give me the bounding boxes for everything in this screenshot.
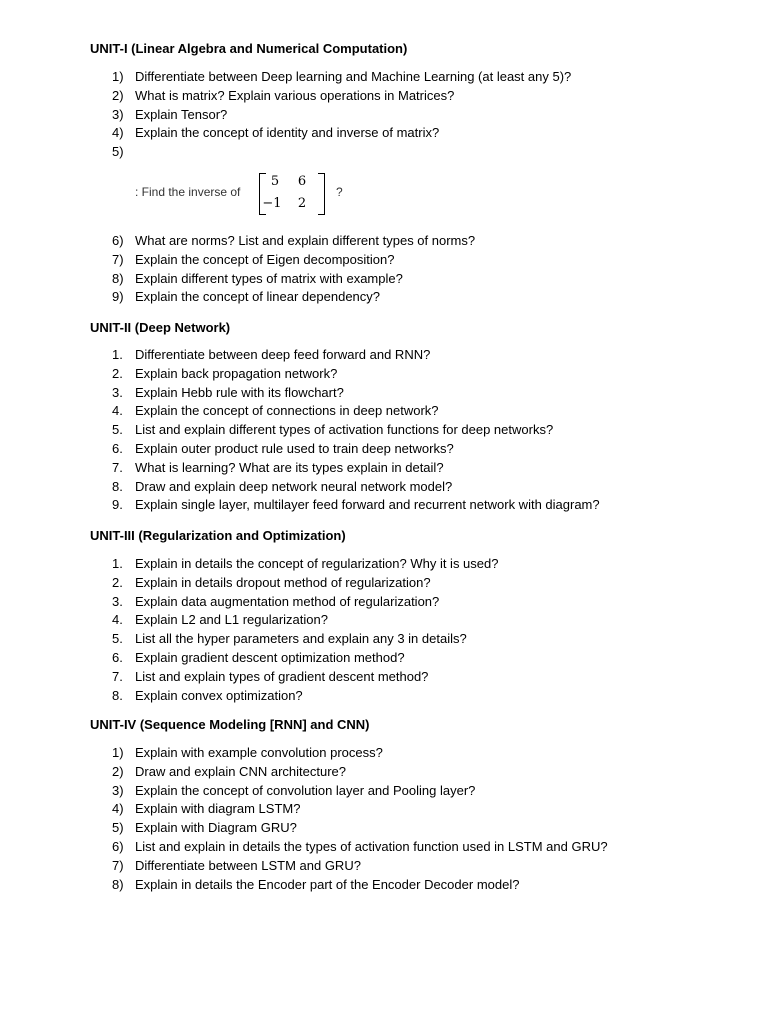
item-number: 9.	[112, 497, 123, 513]
item-number: 6.	[112, 649, 123, 665]
unit-4-title: UNIT-IV (Sequence Modeling [RNN] and CNN)	[90, 717, 370, 732]
item-text: Explain the concept of identity and inverse of matrix?	[135, 125, 440, 141]
matrix-cell-r1c1: 5	[270, 174, 280, 189]
item-text: Explain L2 and L1 regularization?	[135, 612, 328, 628]
item-number: 3.	[112, 384, 123, 400]
item-number: 1.	[112, 556, 123, 571]
item-text: Explain with diagram LSTM?	[135, 801, 301, 817]
item-text: Draw and explain CNN architecture?	[135, 763, 346, 779]
item-number: 1)	[112, 69, 124, 84]
item-text: What is matrix? Explain various operations in Matrices?	[135, 87, 455, 103]
matrix-question-prefix: : Find the inverse of	[135, 185, 241, 199]
item-number: 7.	[112, 459, 123, 475]
item-number: 2.	[112, 574, 123, 590]
item-text: Differentiate between Deep learning and Machine Learning (at least any 5)?	[135, 69, 572, 84]
item-number: 2)	[112, 87, 124, 103]
item-text: What is learning? What are its types explain in detail?	[135, 459, 444, 475]
item-text: Explain the concept of Eigen decomposition?	[135, 251, 395, 267]
matrix-cell-r2c2: 2	[297, 196, 307, 211]
matrix-question	[135, 171, 385, 217]
item-text: Explain gradient descent optimization method?	[135, 649, 405, 665]
item-number: 7)	[112, 251, 124, 267]
item-number: 8)	[112, 876, 124, 892]
item-text: List and explain types of gradient descent method?	[135, 668, 429, 684]
item-number: 9)	[112, 289, 124, 305]
right-bracket	[318, 173, 325, 215]
item-number: 3.	[112, 593, 123, 609]
item-number: 4.	[112, 612, 123, 628]
item-number: 5)	[112, 820, 124, 836]
item-text: Explain with Diagram GRU?	[135, 820, 297, 836]
unit-1-title: UNIT-I (Linear Algebra and Numerical Computation)	[90, 41, 408, 56]
item-number: 6)	[112, 838, 124, 854]
matrix-question-suffix: ?	[336, 185, 343, 199]
item-number: 5.	[112, 631, 123, 647]
item-text: Differentiate between deep feed forward and RNN?	[135, 347, 431, 362]
item-number: 8.	[112, 687, 123, 703]
item-number: 6)	[112, 233, 124, 248]
item-number: 8.	[112, 478, 123, 494]
item-text: Explain outer product rule used to train deep networks?	[135, 440, 454, 456]
item-number: 6.	[112, 440, 123, 456]
item-number: 3)	[112, 782, 124, 798]
item-text: Differentiate between LSTM and GRU?	[135, 857, 361, 873]
unit-2-title: UNIT-II (Deep Network)	[90, 320, 231, 335]
item-text: Explain the concept of convolution layer and Pooling layer?	[135, 782, 476, 798]
item-number: 1.	[112, 347, 123, 362]
item-number: 4)	[112, 801, 124, 817]
item-text: Explain single layer, multilayer feed forward and recurrent network with diagram?	[135, 497, 600, 513]
item-text: Explain Tensor?	[135, 106, 228, 122]
item-number: 2)	[112, 763, 124, 779]
item-text: Explain different types of matrix with example?	[135, 270, 403, 286]
unit-3-title: UNIT-III (Regularization and Optimization)	[90, 528, 346, 543]
item-text: Explain the concept of connections in deep network?	[135, 403, 439, 419]
item-text: What are norms? List and explain different types of norms?	[135, 233, 476, 248]
item-text: Explain the concept of linear dependency?	[135, 289, 381, 305]
item-text: List and explain in details the types of activation function used in LSTM and GRU?	[135, 838, 608, 854]
item-text: Explain back propagation network?	[135, 365, 338, 381]
item-number: 3)	[112, 106, 124, 122]
item-text: Draw and explain deep network neural network model?	[135, 478, 453, 494]
item-number: 4)	[112, 125, 124, 141]
item-text: Explain with example convolution process?	[135, 745, 383, 760]
item-number: 8)	[112, 270, 124, 286]
item-text: Explain convex optimization?	[135, 687, 303, 703]
matrix-cell-r2c1: −1	[262, 196, 282, 211]
item-text: Explain Hebb rule with its flowchart?	[135, 384, 344, 400]
item-text: List and explain different types of activation functions for deep networks?	[135, 422, 554, 438]
item-number: 4.	[112, 403, 123, 419]
item-number: 2.	[112, 365, 123, 381]
matrix	[255, 171, 335, 217]
item-number: 7)	[112, 857, 124, 873]
item-number: 5.	[112, 422, 123, 438]
item-text: Explain data augmentation method of regularization?	[135, 593, 440, 609]
item-number: 7.	[112, 668, 123, 684]
item-text: Explain in details the concept of regularization? Why it is used?	[135, 556, 499, 571]
matrix-cell-r1c2: 6	[297, 174, 307, 189]
item-text: Explain in details dropout method of regularization?	[135, 574, 431, 590]
item-number: 1)	[112, 745, 124, 760]
item-text: List all the hyper parameters and explain any 3 in details?	[135, 631, 467, 647]
item-text: Explain in details the Encoder part of the Encoder Decoder model?	[135, 876, 520, 892]
item-number: 5)	[112, 144, 124, 160]
